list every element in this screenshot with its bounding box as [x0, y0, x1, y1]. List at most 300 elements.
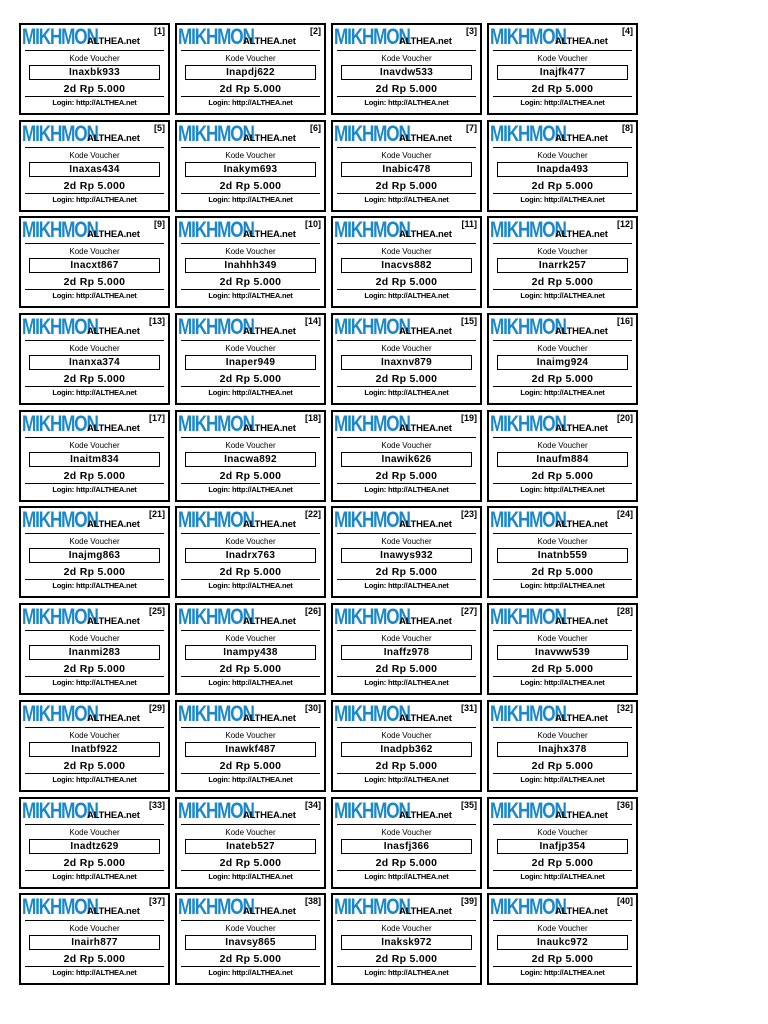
login-url: Login: http://ALTHEA.net: [52, 871, 137, 881]
header-divider: [493, 824, 632, 825]
login-url: Login: http://ALTHEA.net: [208, 774, 293, 784]
login-url: Login: http://ALTHEA.net: [52, 194, 137, 204]
voucher-price: 2d Rp 5.000: [375, 953, 438, 966]
login-url: Login: http://ALTHEA.net: [520, 388, 605, 398]
login-url: Login: http://ALTHEA.net: [364, 774, 449, 784]
brand-logo: MIKHMON: [22, 217, 98, 243]
voucher-code: Inaufm884: [497, 452, 628, 467]
footer-divider: [493, 579, 632, 580]
brand-logo: MIKHMON: [334, 604, 410, 630]
voucher-card: [175, 313, 326, 405]
login-url: Login: http://ALTHEA.net: [364, 968, 449, 978]
voucher-number: [36]: [616, 799, 633, 810]
header-divider: [493, 437, 632, 438]
code-label: Kode Voucher: [69, 344, 120, 354]
header-divider: [25, 630, 164, 631]
code-label: Kode Voucher: [537, 247, 588, 257]
network-name: ALTHEA.net: [243, 906, 296, 918]
brand-logo: MIKHMON: [334, 507, 410, 533]
footer-divider: [337, 96, 476, 97]
brand-logo: MIKHMON: [490, 120, 566, 146]
header-divider: [181, 147, 320, 148]
voucher-price: 2d Rp 5.000: [63, 856, 126, 869]
network-name: ALTHEA.net: [243, 326, 296, 338]
code-label: Kode Voucher: [381, 827, 432, 837]
login-url: Login: http://ALTHEA.net: [52, 484, 137, 494]
brand-logo: MIKHMON: [334, 894, 410, 920]
login-url: Login: http://ALTHEA.net: [364, 581, 449, 591]
voucher-card: [487, 410, 638, 502]
voucher-code: Inatnb559: [497, 548, 628, 563]
voucher-price: 2d Rp 5.000: [219, 83, 282, 95]
voucher-card: [487, 797, 638, 889]
code-label: Kode Voucher: [69, 537, 120, 547]
brand-logo: MIKHMON: [178, 410, 254, 436]
voucher-code: Inaimg924: [497, 355, 628, 370]
voucher-code: Inawkf487: [185, 742, 316, 757]
brand-logo: MIKHMON: [490, 24, 566, 49]
code-label: Kode Voucher: [69, 54, 120, 63]
login-url: Login: http://ALTHEA.net: [208, 194, 293, 204]
voucher-number: [5]: [154, 122, 165, 133]
voucher-number: [31]: [460, 702, 477, 713]
voucher-card: [19, 797, 170, 889]
voucher-code: Inabic478: [341, 162, 472, 177]
voucher-number: [25]: [148, 606, 165, 617]
login-url: Login: http://ALTHEA.net: [364, 678, 449, 688]
voucher-number: [9]: [154, 219, 165, 230]
header-divider: [493, 147, 632, 148]
header-divider: [337, 824, 476, 825]
footer-divider: [25, 193, 164, 194]
footer-divider: [25, 966, 164, 967]
code-label: Kode Voucher: [537, 344, 588, 354]
header-divider: [181, 727, 320, 728]
voucher-number: [23]: [460, 509, 477, 520]
login-url: Login: http://ALTHEA.net: [364, 194, 449, 204]
login-url: Login: http://ALTHEA.net: [52, 98, 137, 107]
brand-logo: MIKHMON: [178, 797, 254, 823]
voucher-code: Inacvs882: [341, 258, 472, 273]
login-url: Login: http://ALTHEA.net: [52, 678, 137, 688]
voucher-number: [7]: [466, 122, 477, 133]
brand-logo: MIKHMON: [22, 797, 98, 823]
voucher-card: [331, 603, 482, 695]
network-name: ALTHEA.net: [243, 132, 296, 144]
voucher-card: [19, 120, 170, 212]
header-divider: [181, 920, 320, 921]
login-url: Login: http://ALTHEA.net: [52, 388, 137, 398]
voucher-code: Inaitm834: [29, 452, 160, 467]
voucher-price: 2d Rp 5.000: [531, 566, 594, 579]
voucher-card: [175, 23, 326, 115]
brand-logo: MIKHMON: [178, 894, 254, 920]
voucher-price: 2d Rp 5.000: [219, 566, 282, 579]
header-divider: [25, 243, 164, 244]
header-divider: [337, 533, 476, 534]
voucher-price: 2d Rp 5.000: [63, 83, 126, 95]
brand-logo: MIKHMON: [22, 120, 98, 146]
brand-logo: MIKHMON: [22, 410, 98, 436]
voucher-price: 2d Rp 5.000: [531, 663, 594, 676]
voucher-code: Inaper949: [185, 355, 316, 370]
voucher-card: [331, 797, 482, 889]
network-name: ALTHEA.net: [243, 712, 296, 724]
network-name: ALTHEA.net: [399, 422, 452, 434]
network-name: ALTHEA.net: [399, 712, 452, 724]
code-label: Kode Voucher: [69, 634, 120, 644]
header-divider: [25, 727, 164, 728]
brand-logo: MIKHMON: [178, 217, 254, 243]
header-divider: [25, 50, 164, 51]
code-label: Kode Voucher: [225, 247, 276, 257]
footer-divider: [493, 773, 632, 774]
code-label: Kode Voucher: [381, 634, 432, 644]
brand-logo: MIKHMON: [22, 604, 98, 630]
login-url: Login: http://ALTHEA.net: [208, 968, 293, 978]
footer-divider: [493, 483, 632, 484]
footer-divider: [337, 773, 476, 774]
brand-logo: MIKHMON: [22, 314, 98, 340]
login-url: Login: http://ALTHEA.net: [364, 98, 449, 107]
voucher-code: Inadtz629: [29, 839, 160, 854]
network-name: ALTHEA.net: [555, 36, 608, 47]
code-label: Kode Voucher: [537, 54, 588, 63]
voucher-card: [175, 216, 326, 308]
voucher-code: Inajhx378: [497, 742, 628, 757]
header-divider: [25, 824, 164, 825]
voucher-code: Inaxas434: [29, 162, 160, 177]
voucher-number: [24]: [616, 509, 633, 520]
footer-divider: [181, 96, 320, 97]
code-label: Kode Voucher: [537, 150, 588, 160]
voucher-price: 2d Rp 5.000: [219, 759, 282, 772]
voucher-price: 2d Rp 5.000: [219, 179, 282, 192]
code-label: Kode Voucher: [381, 730, 432, 740]
login-url: Login: http://ALTHEA.net: [208, 388, 293, 398]
voucher-price: 2d Rp 5.000: [219, 469, 282, 482]
login-url: Login: http://ALTHEA.net: [520, 98, 605, 107]
voucher-code: Inarrk257: [497, 258, 628, 273]
footer-divider: [25, 289, 164, 290]
header-divider: [25, 533, 164, 534]
network-name: ALTHEA.net: [243, 422, 296, 434]
header-divider: [25, 340, 164, 341]
voucher-code: Inairh877: [29, 935, 160, 950]
voucher-code: Inapda493: [497, 162, 628, 177]
voucher-card: [175, 506, 326, 598]
code-label: Kode Voucher: [381, 924, 432, 934]
brand-logo: MIKHMON: [490, 700, 566, 726]
voucher-code: Inaffz978: [341, 645, 472, 660]
voucher-price: 2d Rp 5.000: [63, 276, 126, 289]
footer-divider: [493, 193, 632, 194]
network-name: ALTHEA.net: [243, 809, 296, 821]
footer-divider: [493, 676, 632, 677]
code-label: Kode Voucher: [225, 827, 276, 837]
footer-divider: [181, 676, 320, 677]
voucher-number: [15]: [460, 316, 477, 327]
voucher-code: Inaxbk933: [29, 65, 160, 80]
login-url: Login: http://ALTHEA.net: [520, 871, 605, 881]
login-url: Login: http://ALTHEA.net: [364, 484, 449, 494]
voucher-code: Inadrx763: [185, 548, 316, 563]
voucher-number: [35]: [460, 799, 477, 810]
network-name: ALTHEA.net: [243, 519, 296, 531]
header-divider: [337, 437, 476, 438]
voucher-sheet: [19, 23, 638, 985]
voucher-card: [175, 603, 326, 695]
login-url: Login: http://ALTHEA.net: [520, 581, 605, 591]
code-label: Kode Voucher: [69, 924, 120, 934]
network-name: ALTHEA.net: [87, 422, 140, 434]
footer-divider: [181, 966, 320, 967]
voucher-price: 2d Rp 5.000: [375, 276, 438, 289]
voucher-number: [14]: [304, 316, 321, 327]
footer-divider: [493, 289, 632, 290]
voucher-number: [16]: [616, 316, 633, 327]
voucher-card: [175, 120, 326, 212]
voucher-card: [175, 700, 326, 792]
header-divider: [25, 920, 164, 921]
footer-divider: [493, 386, 632, 387]
voucher-card: [175, 797, 326, 889]
voucher-price: 2d Rp 5.000: [531, 953, 594, 966]
voucher-code: Inavsy865: [185, 935, 316, 950]
code-label: Kode Voucher: [537, 730, 588, 740]
login-url: Login: http://ALTHEA.net: [208, 678, 293, 688]
header-divider: [25, 437, 164, 438]
header-divider: [493, 727, 632, 728]
network-name: ALTHEA.net: [243, 36, 296, 47]
brand-logo: MIKHMON: [178, 314, 254, 340]
voucher-code: Inaukc972: [497, 935, 628, 950]
header-divider: [493, 920, 632, 921]
code-label: Kode Voucher: [225, 537, 276, 547]
voucher-number: [38]: [304, 896, 321, 907]
voucher-price: 2d Rp 5.000: [219, 953, 282, 966]
header-divider: [337, 147, 476, 148]
login-url: Login: http://ALTHEA.net: [52, 774, 137, 784]
network-name: ALTHEA.net: [399, 132, 452, 144]
footer-divider: [25, 483, 164, 484]
code-label: Kode Voucher: [381, 344, 432, 354]
code-label: Kode Voucher: [537, 537, 588, 547]
brand-logo: MIKHMON: [490, 894, 566, 920]
voucher-card: [487, 506, 638, 598]
voucher-number: [17]: [148, 412, 165, 423]
network-name: ALTHEA.net: [555, 132, 608, 144]
network-name: ALTHEA.net: [555, 519, 608, 531]
voucher-number: [1]: [154, 26, 165, 36]
voucher-card: [331, 23, 482, 115]
login-url: Login: http://ALTHEA.net: [208, 98, 293, 107]
code-label: Kode Voucher: [537, 634, 588, 644]
brand-logo: MIKHMON: [178, 700, 254, 726]
login-url: Login: http://ALTHEA.net: [208, 291, 293, 301]
code-label: Kode Voucher: [381, 440, 432, 450]
code-label: Kode Voucher: [69, 730, 120, 740]
voucher-code: Inanmi283: [29, 645, 160, 660]
network-name: ALTHEA.net: [399, 36, 452, 47]
code-label: Kode Voucher: [225, 54, 276, 63]
brand-logo: MIKHMON: [490, 507, 566, 533]
code-label: Kode Voucher: [381, 247, 432, 257]
header-divider: [181, 630, 320, 631]
voucher-number: [33]: [148, 799, 165, 810]
login-url: Login: http://ALTHEA.net: [364, 388, 449, 398]
header-divider: [493, 50, 632, 51]
login-url: Login: http://ALTHEA.net: [52, 968, 137, 978]
footer-divider: [181, 579, 320, 580]
header-divider: [181, 533, 320, 534]
voucher-card: [19, 603, 170, 695]
code-label: Kode Voucher: [537, 440, 588, 450]
network-name: ALTHEA.net: [87, 616, 140, 628]
brand-logo: MIKHMON: [490, 410, 566, 436]
voucher-code: Inacxt867: [29, 258, 160, 273]
voucher-price: 2d Rp 5.000: [63, 469, 126, 482]
brand-logo: MIKHMON: [334, 217, 410, 243]
header-divider: [181, 340, 320, 341]
voucher-price: 2d Rp 5.000: [531, 373, 594, 386]
network-name: ALTHEA.net: [555, 326, 608, 338]
voucher-price: 2d Rp 5.000: [531, 276, 594, 289]
network-name: ALTHEA.net: [87, 326, 140, 338]
voucher-card: [175, 410, 326, 502]
voucher-card: [487, 120, 638, 212]
voucher-number: [2]: [310, 26, 321, 36]
code-label: Kode Voucher: [69, 150, 120, 160]
brand-logo: MIKHMON: [490, 314, 566, 340]
header-divider: [337, 630, 476, 631]
network-name: ALTHEA.net: [87, 906, 140, 918]
voucher-number: [21]: [148, 509, 165, 520]
code-label: Kode Voucher: [69, 247, 120, 257]
voucher-price: 2d Rp 5.000: [375, 566, 438, 579]
voucher-price: 2d Rp 5.000: [375, 663, 438, 676]
voucher-code: Inafjp354: [497, 839, 628, 854]
footer-divider: [337, 966, 476, 967]
header-divider: [181, 437, 320, 438]
voucher-card: [331, 313, 482, 405]
voucher-price: 2d Rp 5.000: [219, 373, 282, 386]
brand-logo: MIKHMON: [334, 797, 410, 823]
brand-logo: MIKHMON: [334, 24, 410, 49]
network-name: ALTHEA.net: [399, 906, 452, 918]
network-name: ALTHEA.net: [555, 809, 608, 821]
voucher-card: [19, 313, 170, 405]
network-name: ALTHEA.net: [555, 712, 608, 724]
network-name: ALTHEA.net: [87, 519, 140, 531]
voucher-number: [19]: [460, 412, 477, 423]
voucher-code: Inampy438: [185, 645, 316, 660]
network-name: ALTHEA.net: [555, 422, 608, 434]
footer-divider: [181, 289, 320, 290]
voucher-card: [331, 700, 482, 792]
footer-divider: [493, 966, 632, 967]
footer-divider: [337, 386, 476, 387]
login-url: Login: http://ALTHEA.net: [364, 871, 449, 881]
footer-divider: [181, 870, 320, 871]
voucher-card: [19, 506, 170, 598]
footer-divider: [337, 289, 476, 290]
code-label: Kode Voucher: [381, 150, 432, 160]
footer-divider: [25, 870, 164, 871]
footer-divider: [181, 193, 320, 194]
voucher-price: 2d Rp 5.000: [63, 663, 126, 676]
voucher-code: Inawys932: [341, 548, 472, 563]
login-url: Login: http://ALTHEA.net: [208, 581, 293, 591]
header-divider: [181, 824, 320, 825]
code-label: Kode Voucher: [225, 150, 276, 160]
header-divider: [337, 920, 476, 921]
voucher-number: [32]: [616, 702, 633, 713]
brand-logo: MIKHMON: [334, 410, 410, 436]
header-divider: [337, 50, 476, 51]
voucher-price: 2d Rp 5.000: [63, 179, 126, 192]
footer-divider: [25, 676, 164, 677]
voucher-price: 2d Rp 5.000: [219, 856, 282, 869]
voucher-code: Inavdw533: [341, 65, 472, 80]
voucher-price: 2d Rp 5.000: [531, 469, 594, 482]
login-url: Login: http://ALTHEA.net: [520, 678, 605, 688]
network-name: ALTHEA.net: [399, 229, 452, 241]
voucher-price: 2d Rp 5.000: [531, 83, 594, 95]
voucher-card: [487, 603, 638, 695]
voucher-card: [487, 216, 638, 308]
footer-divider: [337, 483, 476, 484]
voucher-number: [6]: [310, 122, 321, 133]
footer-divider: [493, 870, 632, 871]
header-divider: [493, 340, 632, 341]
login-url: Login: http://ALTHEA.net: [208, 484, 293, 494]
voucher-card: [487, 893, 638, 985]
header-divider: [493, 243, 632, 244]
brand-logo: MIKHMON: [178, 24, 254, 49]
voucher-card: [331, 893, 482, 985]
voucher-code: Inanxa374: [29, 355, 160, 370]
voucher-price: 2d Rp 5.000: [375, 83, 438, 95]
network-name: ALTHEA.net: [399, 616, 452, 628]
footer-divider: [337, 193, 476, 194]
voucher-number: [28]: [616, 606, 633, 617]
voucher-number: [29]: [148, 702, 165, 713]
footer-divider: [337, 579, 476, 580]
voucher-number: [4]: [622, 26, 633, 36]
voucher-card: [331, 410, 482, 502]
voucher-card: [19, 893, 170, 985]
code-label: Kode Voucher: [537, 827, 588, 837]
voucher-card: [19, 23, 170, 115]
network-name: ALTHEA.net: [87, 132, 140, 144]
voucher-card: [487, 23, 638, 115]
header-divider: [25, 147, 164, 148]
code-label: Kode Voucher: [69, 440, 120, 450]
header-divider: [181, 50, 320, 51]
code-label: Kode Voucher: [381, 54, 432, 63]
login-url: Login: http://ALTHEA.net: [364, 291, 449, 301]
voucher-number: [34]: [304, 799, 321, 810]
voucher-number: [26]: [304, 606, 321, 617]
footer-divider: [25, 96, 164, 97]
voucher-card: [19, 700, 170, 792]
brand-logo: MIKHMON: [22, 894, 98, 920]
voucher-card: [19, 216, 170, 308]
network-name: ALTHEA.net: [399, 326, 452, 338]
brand-logo: MIKHMON: [334, 700, 410, 726]
voucher-number: [39]: [460, 896, 477, 907]
